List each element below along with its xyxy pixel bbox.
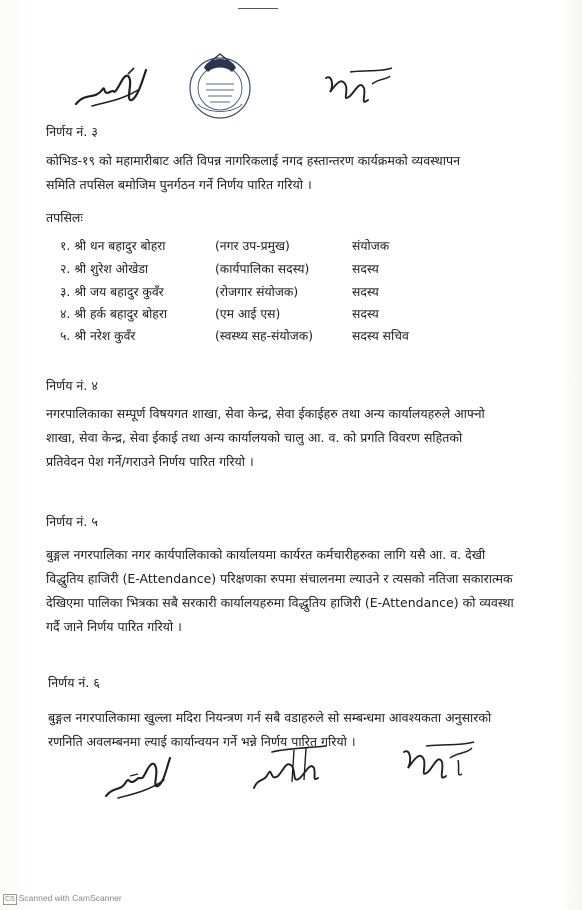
decision-4-line-3: प्रतिवेदन पेश गर्ने/गराउने निर्णय पारित गरियो । (46, 454, 254, 469)
camscanner-text: Scanned with CamScanner (18, 893, 122, 903)
signature-bottom-left (100, 752, 178, 802)
member-position: (स्वस्थ्य सह-संयोजक) (215, 329, 314, 343)
decision-6-line-1: बुङ्गल नगरपालिकामा खुल्ला मदिरा नियन्त्रण गर्न सबै वडाहरुले सो सम्बन्धमा आवश्यकता अनुसारको (48, 710, 492, 725)
municipality-seal (186, 48, 254, 122)
decision-4-body (46, 402, 485, 474)
decision-4-heading: निर्णय नं. ४ (46, 378, 98, 393)
member-position: (रोजगार संयोजक) (215, 285, 299, 299)
member-name: २. श्री शुरेश ओखेडा (60, 262, 149, 276)
schedule-label: तपसिलः (46, 210, 83, 225)
signature-bottom-right (398, 738, 480, 790)
member-name: १. श्री धन बहादुर बोहरा (60, 239, 166, 253)
signature-top-right (320, 66, 398, 110)
decision-5-line-4: गर्दै जाने निर्णय पारित गरियो । (46, 619, 182, 634)
decision-6-heading: निर्णय नं. ६ (48, 675, 100, 690)
camscanner-badge: CS (5, 896, 15, 903)
signature-bottom-middle (248, 742, 330, 794)
signature-top-left (72, 62, 152, 112)
decision-5-line-2: विद्धुतिय हाजिरी (E-Attendance) परिक्षणका रुपमा संचालनमा ल्याउने र त्यसको नतिजा सकारात्मक (46, 571, 513, 586)
member-role: सदस्य (352, 285, 379, 299)
decision-5-body (46, 543, 514, 639)
decision-3-line-1: कोभिड-१९ को महामारीबाट अति विपन्न नागरिकलाई नगद हस्तान्तरण कार्यक्रमको व्यवस्थापन (46, 153, 461, 168)
member-role: सदस्य (352, 307, 379, 321)
decision-5-heading: निर्णय नं. ५ (46, 514, 98, 529)
member-position: (एम आई एस) (215, 307, 281, 321)
decision-4-line-1: नगरपालिकाका सम्पूर्ण विषयगत शाखा, सेवा केन्द्र, सेवा ईकाईहरु तथा अन्य कार्यालयहरुले आफ्नो (46, 406, 485, 421)
decision-6-line-2: रणनिति अवलम्बनमा ल्याई कार्यान्वयन गर्ने भन्ने निर्णय पारित गरियो । (48, 734, 356, 749)
member-name: ४. श्री हर्क बहादुर बोहरा (60, 307, 168, 321)
decision-3-line-2: समिति तपसिल बमोजिम पुनर्गठन गर्ने निर्णय पारित गरियो । (46, 177, 312, 192)
decision-5-line-1: बुङ्गल नगरपालिका नगर कार्यपालिकाको कार्यालयमा कार्यरत कर्मचारीहरुका लागि यसै आ. व. देखी (46, 547, 486, 562)
member-name: ३. श्री जय बहादुर कुवँर (60, 285, 164, 299)
decision-4-line-2: शाखा, सेवा केन्द्र, सेवा ईकाई तथा अन्य कार्यालयको चालु आ. व. को प्रगति विवरण सहितको (46, 430, 463, 445)
member-position: (कार्यपालिका सदस्य) (215, 262, 310, 276)
member-role: सदस्य (352, 262, 379, 276)
member-position: (नगर उप-प्रमुख) (215, 239, 290, 253)
decision-3-heading: निर्णय नं. ३ (46, 124, 98, 139)
decision-5-line-3: देखिएमा पालिका भित्रका सबै सरकारी कार्यालयहरुमा विद्धुतिय हाजिरी (E-Attendance) को व्यवस्था (46, 595, 514, 610)
decision-3-body (46, 149, 460, 197)
member-role: सदस्य सचिव (352, 329, 409, 343)
scan-artifact-line (238, 8, 278, 9)
scanner-watermark (3, 893, 122, 905)
member-name: ५. श्री नरेश कुवँर (60, 329, 136, 343)
member-role: संयोजक (352, 239, 390, 253)
